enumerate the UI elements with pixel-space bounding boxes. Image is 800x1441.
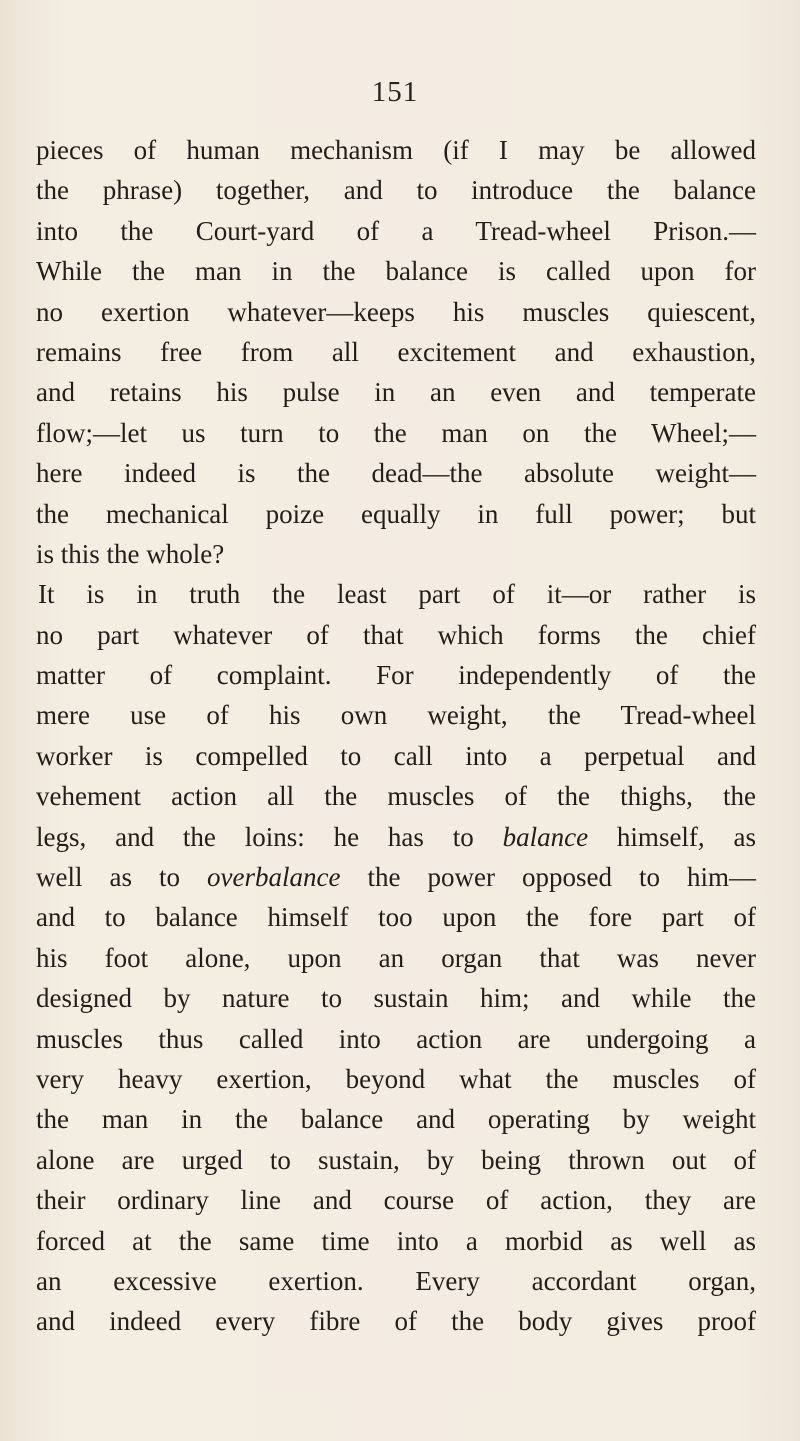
line-text: remains free from all excitement and exhaustion, <box>36 336 756 367</box>
text-line <box>36 1261 756 1301</box>
line-text: It is in truth the least part of it—or rather is <box>38 579 756 610</box>
text-line <box>36 857 756 897</box>
line-text: their ordinary line and course of action, they are <box>36 1185 756 1216</box>
text-line <box>36 1180 756 1220</box>
text-line <box>36 1140 756 1180</box>
italic-text: balance <box>502 821 589 852</box>
line-text: and to balance himself too upon the fore part of <box>36 902 756 933</box>
text-line <box>36 574 756 614</box>
text-line <box>36 1301 756 1341</box>
line-text: no exertion whatever—keeps his muscles quiescent, <box>36 296 756 327</box>
page-number: 151 <box>371 76 419 108</box>
line-text: matter of complaint. For independently of the <box>36 660 756 691</box>
line-text: an excessive exertion. Every accordant organ, <box>36 1265 756 1296</box>
line-text: the power opposed to him— <box>340 862 756 893</box>
text-line <box>36 1059 756 1099</box>
body-text <box>36 130 756 1342</box>
text-line <box>36 534 756 574</box>
line-text: his foot alone, upon an organ that was never <box>36 942 756 973</box>
line-text: very heavy exertion, beyond what the muscles of <box>36 1063 756 1094</box>
italic-text: overbalance <box>207 862 341 893</box>
text-line <box>36 453 756 493</box>
text-line <box>36 170 756 210</box>
text-line <box>36 372 756 412</box>
text-line <box>36 251 756 291</box>
text-line <box>36 130 756 170</box>
text-line <box>36 332 756 372</box>
line-text: alone are urged to sustain, by being thrown out of <box>36 1144 756 1175</box>
line-text: forced at the same time into a morbid as well as <box>36 1225 756 1256</box>
text-line <box>36 978 756 1018</box>
line-text: designed by nature to sustain him; and while the <box>36 983 756 1014</box>
text-line <box>36 1221 756 1261</box>
text-line <box>36 938 756 978</box>
line-text: into the Court-yard of a Tread-wheel Prison.— <box>36 215 756 246</box>
line-text: legs, and the loins: he has to <box>36 821 503 852</box>
line-text: pieces of human mechanism (if I may be allowed <box>36 135 756 165</box>
text-line <box>36 655 756 695</box>
text-line <box>36 413 756 453</box>
text-line <box>36 211 756 251</box>
line-text: no part whatever of that which forms the chief <box>36 619 756 650</box>
text-line <box>36 736 756 776</box>
text-line <box>36 615 756 655</box>
line-text: flow;—let us turn to the man on the Wheel;— <box>36 417 756 448</box>
line-text: and indeed every fibre of the body gives proof <box>36 1306 756 1337</box>
text-line <box>36 695 756 735</box>
line-text: the mechanical poize equally in full power; but <box>36 498 756 529</box>
text-line <box>36 1099 756 1139</box>
line-text: the man in the balance and operating by weight <box>36 1104 756 1135</box>
line-text: vehement action all the muscles of the thighs, the <box>36 781 756 812</box>
line-text: is this the whole? <box>36 538 225 569</box>
text-line <box>36 292 756 332</box>
text-line <box>36 897 756 937</box>
text-line <box>36 776 756 816</box>
text-line <box>36 1019 756 1059</box>
text-line <box>36 494 756 534</box>
text-line <box>36 817 756 857</box>
line-text: mere use of his own weight, the Tread-wheel <box>36 700 756 731</box>
line-text: himself, as <box>588 821 757 852</box>
line-text: and retains his pulse in an even and temperate <box>36 377 756 408</box>
line-text: well as to <box>36 862 208 893</box>
line-text: here indeed is the dead—the absolute weight— <box>36 458 756 489</box>
line-text: muscles thus called into action are undergoing a <box>36 1023 756 1054</box>
line-text: the phrase) together, and to introduce the balance <box>36 175 756 206</box>
line-text: worker is compelled to call into a perpetual and <box>36 740 756 771</box>
line-text: While the man in the balance is called upon for <box>36 256 756 287</box>
